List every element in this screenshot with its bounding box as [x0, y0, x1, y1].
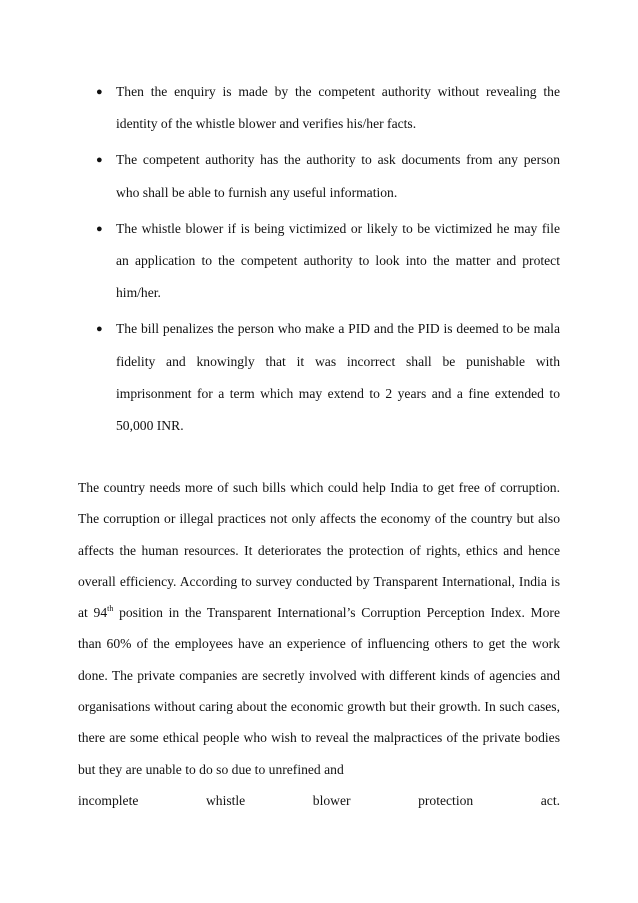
bullet-icon: ● — [96, 323, 103, 336]
last-line-word: protection — [418, 792, 474, 808]
ordinal-superscript: th — [107, 604, 114, 614]
bullet-icon: ● — [96, 222, 103, 235]
last-line-word: act. — [540, 792, 560, 808]
body-paragraph — [78, 472, 560, 816]
list-item — [96, 144, 560, 208]
last-line-word: blower — [312, 792, 351, 808]
bullet-text: The competent authority has the authority to ask documents from any person who shall be able to furnish any useful information. — [116, 152, 560, 200]
list-item — [96, 313, 560, 442]
list-item — [96, 76, 560, 140]
last-line-word: whistle — [205, 792, 246, 808]
bullet-icon: ● — [96, 86, 103, 98]
paragraph-last-line — [78, 785, 560, 816]
paragraph-text-part1: The country needs more of such bills which could help India to get free of corruption. The corruption or illegal practices not only affects the economy of the country but also affects the human resources. It deteriorates the protection of rights, ethics and hence overall efficiency. According to survey conducted by Transparent International, India is at 94 — [78, 480, 560, 621]
list-item — [96, 213, 560, 310]
last-line-word: incomplete — [78, 792, 139, 808]
bullet-list — [96, 76, 560, 454]
paragraph-text-part2: position in the Transparent International’s Corruption Perception Index. More than 60% of the employees have an experience of influencing others to get the work done. The private companies are secretly involved with different kinds of agencies and organisations without caring about the economic growth but their growth. In such cases, there are some ethical people who wish to reveal the malpractices of the private bodies but they are unable to do so due to unrefined and — [78, 605, 560, 777]
bullet-text: The whistle blower if is being victimized or likely to be victimized he may file an application to the competent authority to look into the matter and protect him/her. — [116, 220, 560, 301]
bullet-text: Then the enquiry is made by the competent authority without revealing the identity of the whistle blower and verifies his/her facts. — [116, 84, 560, 132]
bullet-icon: ● — [96, 154, 103, 167]
bullet-text: The bill penalizes the person who make a PID and the PID is deemed to be mala fidelity and knowingly that it was incorrect shall be punishable with imprisonment for a term which may extend to 2 years and a fine extended to 50,000 INR. — [116, 321, 560, 434]
